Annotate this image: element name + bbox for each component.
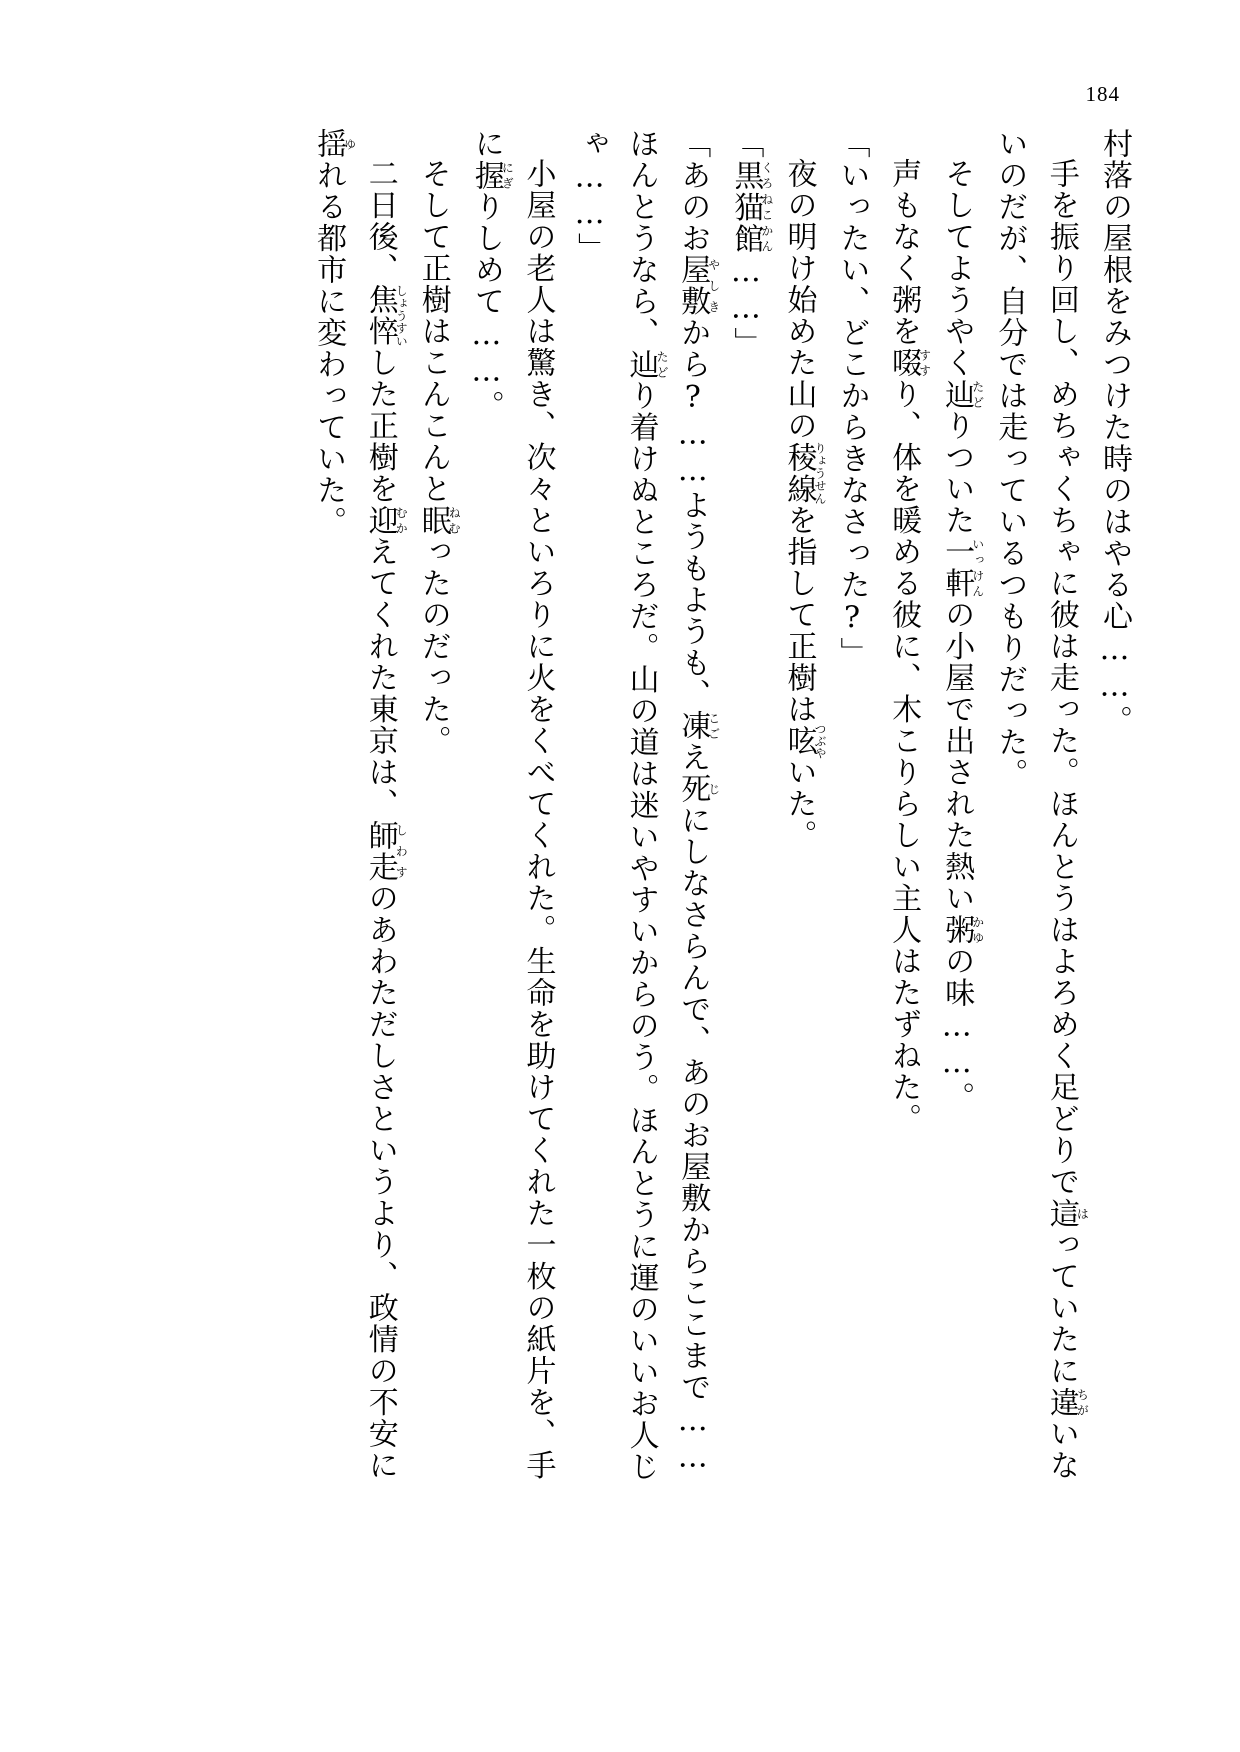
ruby-text: 稜線りょうせん [781, 441, 827, 505]
ruby-text: 死じ [675, 773, 721, 805]
ruby-text: 一軒いっけん [939, 536, 985, 599]
page-body-text [100, 128, 1140, 1488]
paragraph: 「黒猫館くろねこかん……」 [728, 128, 774, 359]
paragraph: 小屋の老人は驚き、次々といろりに火をくべてくれた。生命を助けてくれた一枚の紙片を、手に握にぎりしめて……。 [468, 128, 556, 1481]
paragraph: 「あのお屋敷やしきから?……ようもようも、凍こごえ死じにしなさらんで、あのお屋敷からここまで……ほんとうなら、辿たどり着けぬところだ。山の道は迷いやすいからのう。ほんとうに運のいいお人じゃ……」 [572, 128, 721, 1483]
ruby-text: 呟つぶや [781, 722, 827, 759]
ruby-text: 凍こご [675, 710, 721, 742]
paragraph: 二日後、焦悴しょうすいした正樹を迎むかえてくれた東京は、師走しわすのあわただしさというより、政情の不安に揺ゆれる都市に変わっていた。 [311, 128, 409, 1481]
ruby-text: 焦悴しょうすい [362, 284, 409, 347]
paragraph: そして正樹はこんこんと眠ねむったのだった。 [415, 158, 462, 757]
paragraph: 夜の明け始めた山の稜線りょうせんを指して正樹は呟つぶやいた。 [781, 158, 827, 851]
paragraph: 村落の屋根をみつけた時のはやる心……。 [1097, 128, 1132, 737]
paragraph: 「いったい、どこからきなさった?」 [834, 128, 870, 669]
paragraph: 手を振り回し、めちゃくちゃに彼は走った。ほんとうはよろめく足どりで這はっていたに違ちがいないのだが、自分では走っているつもりだった。 [992, 128, 1090, 1481]
paragraph: 声もなく粥を啜すすり、体を暖める彼に、木こりらしい主人はたずねた。 [886, 158, 932, 1135]
ruby-text: 迎むか [362, 504, 409, 536]
ruby-text: 握にぎ [468, 159, 515, 191]
ruby-text: 師走しわす [362, 819, 409, 883]
ruby-text: 這は [1043, 1197, 1090, 1229]
ruby-text: 黒猫館くろねこかん [728, 159, 774, 254]
ruby-text: 辿たど [939, 378, 985, 410]
ruby-text: 粥かゆ [939, 914, 985, 946]
ruby-text: 辿たど [623, 348, 670, 380]
ruby-text: 眠ねむ [415, 504, 462, 536]
ruby-text: 屋敷やしき [675, 254, 721, 317]
ruby-text: 揺ゆ [311, 128, 357, 160]
page-number: 184 [1085, 82, 1120, 106]
ruby-text: 啜すす [886, 347, 932, 379]
paragraph: そしてようやく辿たどりついた一軒いっけんの小屋で出された熱い粥かゆの味……。 [939, 158, 985, 1113]
ruby-text: 違ちが [1043, 1386, 1090, 1418]
